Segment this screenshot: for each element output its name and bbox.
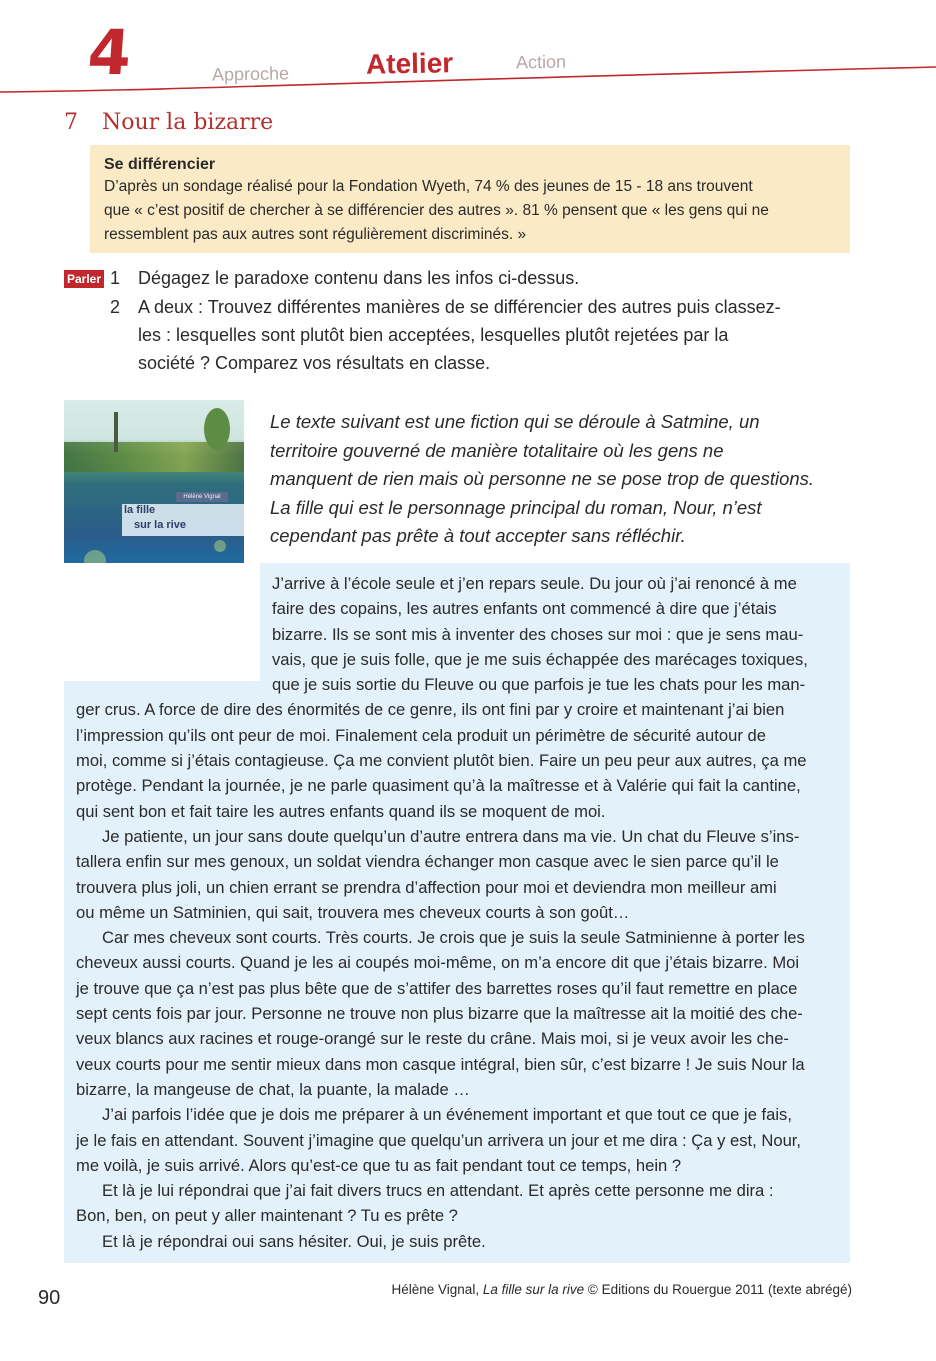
tab-action[interactable]: Action <box>515 51 567 73</box>
story-line: cheveux aussi courts. Quand je les ai coupés moi-même, on m’a encore dit que j’étais bizarre. Moi <box>76 953 800 973</box>
question-number: 2 <box>110 297 121 317</box>
tab-atelier[interactable]: Atelier <box>365 47 454 80</box>
story-line: que je suis sortie du Fleuve ou que parfois je tue les chats pour les man- <box>272 675 806 695</box>
story-line: faire des copains, les autres enfants ont commencé à dire que j’étais <box>272 599 777 619</box>
story-line: je trouve que ça n’est pas plus bête que de s’attifer des barrettes roses qu’il faut remettre en place <box>76 978 798 998</box>
section-title <box>64 110 273 135</box>
question-line: société ? Comparez vos résultats en classe. <box>138 353 491 373</box>
cover-tree <box>204 408 230 450</box>
story-line: l’impression qu’ils ont peur de moi. Finalement cela produit un périmètre de sécurité autour de <box>76 725 766 745</box>
story-line: Et là je lui répondrai que j’ai fait divers trucs en attendant. Et après cette personne me dira : <box>102 1181 774 1201</box>
parler-badge: Parler <box>64 270 104 288</box>
story-line: vais, que je suis folle, que je me suis échappée des marécages toxiques, <box>272 649 808 669</box>
story-line: bizarre. Ils se sont mis à inventer des choses sur moi : que je sens mau- <box>272 624 804 644</box>
credit-title: La fille sur la rive <box>482 1282 585 1297</box>
story-line: Bon, ben, on peut y aller maintenant ? Tu es prête ? <box>76 1206 458 1226</box>
intro-line: manquent de rien mais où personne ne se pose trop de questions. <box>270 468 815 489</box>
story-line: qui sent bon et fait taire les autres enfants quand ils se moquent de moi. <box>76 801 606 821</box>
section-title-text: Nour la bizarre <box>102 110 274 135</box>
chapter-number: 4 <box>85 16 134 89</box>
story-line: bizarre, la mangeuse de chat, la puante, la malade … <box>76 1079 470 1099</box>
story-line: veux blancs aux racines et rouge-orangé sur le reste du crâne. Mais moi, si je veux avoir les che- <box>76 1029 789 1049</box>
credit-rest: © Editions du Rouergue 2011 (texte abrégé) <box>584 1282 852 1297</box>
story-line: Car mes cheveux sont courts. Très courts. Je crois que je suis la seule Satminienne à porter les <box>102 928 805 948</box>
info-box <box>90 145 850 253</box>
cover-title-line: la fille <box>124 504 156 516</box>
section-number: 7 <box>64 110 78 135</box>
story-line: je le fais en attendant. Souvent j’imagine que quelqu’un arrivera un jour et me dira : Ça y est, Nour, <box>76 1130 802 1150</box>
info-box-title: Se différencier <box>104 156 216 173</box>
intro-text <box>270 408 860 551</box>
cover-author: Hélène Vignal <box>176 492 228 502</box>
story-line: ou même un Satminien, qui sait, trouvera mes cheveux courts à son goût… <box>76 902 630 922</box>
info-box-line: ressemblent pas aux autres sont régulièrement discriminés. » <box>104 226 527 243</box>
page-number: 90 <box>38 1287 61 1309</box>
source-credit <box>392 1282 853 1297</box>
story-line: tallera enfin sur mes genoux, un soldat viendra échanger mon casque avec le sien parce qu’il le <box>76 852 779 872</box>
story-line: protège. Pendant la journée, je ne parle quasiment qu’à la maîtresse et à Valérie qui fait la cantine, <box>76 776 801 796</box>
story-line: veux courts pour me sentir mieux dans mon casque intégral, bien sûr, c’est bizarre ! Je suis Nour la <box>76 1054 805 1074</box>
cover-title-line: sur la rive <box>134 519 186 531</box>
question-line: Dégagez le paradoxe contenu dans les infos ci-dessus. <box>138 268 580 288</box>
question-line: A deux : Trouvez différentes manières de se différencier des autres puis classez- <box>138 297 781 317</box>
story-line: trouvera plus joli, un chien errant se prendra d’affection pour moi et deviendra mon meilleur ami <box>76 877 777 897</box>
story-line: me voilà, je suis arrivé. Alors qu’est-ce que tu as fait pendant tout ce temps, hein ? <box>76 1155 682 1175</box>
tab-approche[interactable]: Approche <box>211 63 290 85</box>
intro-line: Le texte suivant est une fiction qui se déroule à Satmine, un <box>270 411 760 432</box>
story-text <box>76 571 840 1254</box>
credit-author: Hélène Vignal, <box>391 1282 483 1297</box>
cover-tree <box>114 412 118 452</box>
intro-line: La fille qui est le personnage principal du roman, Nour, n’est <box>270 496 762 518</box>
question-number: 1 <box>110 268 121 288</box>
story-line: J’arrive à l’école seule et j’en repars seule. Du jour où j’ai renoncé à me <box>272 574 797 593</box>
story-line: J’ai parfois l’idée que je dois me préparer à un événement important et que tout ce que je fais, <box>102 1105 792 1125</box>
info-box-line: D’après un sondage réalisé pour la Fondation Wyeth, 74 % des jeunes de 15 - 18 ans trouvent <box>104 178 753 195</box>
story-line: Je patiente, un jour sans doute quelqu’un d’autre entrera dans ma vie. Un chat du Fleuve s’ins- <box>102 826 800 846</box>
question-line: les : lesquelles sont plutôt bien acceptées, lesquelles plutôt rejetées par la <box>138 325 729 345</box>
header-rule <box>0 40 936 110</box>
intro-line: territoire gouverné de manière totalitaire où les gens ne <box>270 439 724 461</box>
story-line: ger crus. A force de dire des énormités de ce genre, ils ont fini par y croire et maintenant j’ai bien <box>76 700 785 720</box>
story-line: sept cents fois par jour. Personne ne trouve non plus bizarre que la maîtresse ait la moitié des che- <box>76 1004 803 1024</box>
intro-line: cependant pas prête à tout accepter sans réfléchir. <box>270 525 686 546</box>
cover-bokeh <box>214 540 226 552</box>
info-box-line: que « c’est positif de chercher à se différencier des autres ». 81 % pensent que « les gens qui ne <box>104 202 769 219</box>
story-line: Et là je répondrai oui sans hésiter. Oui, je suis prête. <box>102 1231 486 1251</box>
story-line: moi, comme si j’étais contagieuse. Ça me convient plutôt bien. Faire un peu peur aux autres, ça me <box>76 751 807 771</box>
